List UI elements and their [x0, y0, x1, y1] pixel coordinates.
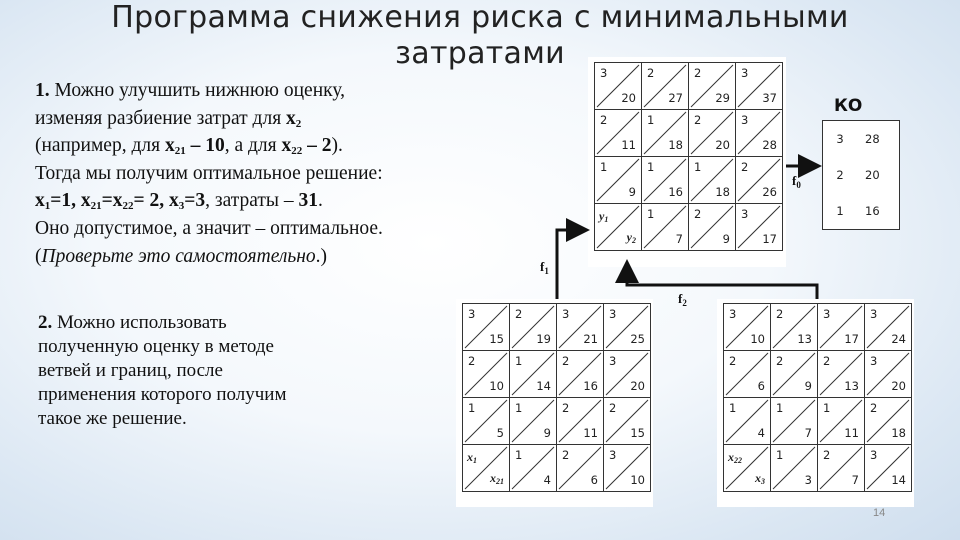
cell-choice: 2: [468, 354, 476, 368]
cell-cost: 13: [797, 332, 812, 346]
cell-cost: 4: [757, 426, 765, 440]
cell-choice: 2: [600, 113, 608, 127]
cell-choice: 1: [647, 113, 655, 127]
cell-cost: 13: [844, 379, 859, 393]
cell-choice: 3: [468, 307, 476, 321]
paragraph-line: Тогда мы получим оптимальное решение:: [35, 162, 383, 184]
cell-choice: 3: [609, 354, 617, 368]
cell-choice: 1: [515, 448, 523, 462]
cell-choice: 2: [647, 66, 655, 80]
corner-label-top: $x_{22}$: [728, 450, 742, 465]
cell-choice: 2: [694, 207, 702, 221]
cell-choice: 3: [741, 207, 749, 221]
cell-cost: 17: [844, 332, 859, 346]
cell-cost: 20: [630, 379, 645, 393]
corner-label-bottom: $x_{21}$: [490, 471, 504, 486]
cell-cost: 28: [762, 138, 777, 152]
cell-cost: 15: [489, 332, 504, 346]
cell-choice: 1: [468, 401, 476, 415]
cell-cost: 21: [583, 332, 598, 346]
paragraph-line: (например, для $x_{21} - 10$, а для $x_{22} - 2$).: [35, 135, 343, 158]
cell-cost: 9: [628, 185, 636, 199]
cell-cost: 11: [844, 426, 859, 440]
cell-cost: 10: [630, 473, 645, 487]
paragraph-line: $x_1=1$, $x_{21}=x_{22}= 2$, $x_3=3$, затраты – 31.: [35, 190, 323, 213]
cell-cost: 16: [668, 185, 683, 199]
cell-choice: 3: [609, 448, 617, 462]
cell-choice: 3: [870, 448, 878, 462]
cell-cost: 26: [762, 185, 777, 199]
arrow-f1: [557, 230, 584, 299]
label-f0: $f_0$: [792, 173, 801, 190]
cell-cost: 9: [804, 379, 812, 393]
cell-choice: 1: [647, 207, 655, 221]
cell-choice: 1: [823, 401, 831, 415]
cell-cost: 24: [891, 332, 906, 346]
paragraph-line: изменяя разбиение затрат для $x_2$: [35, 107, 302, 130]
cell-choice: 1: [647, 160, 655, 174]
cell-cost: 37: [762, 91, 777, 105]
ko-title: КО: [834, 96, 863, 116]
cell-choice: 1: [600, 160, 608, 174]
cell-choice: 1: [776, 401, 784, 415]
paragraph-line: такое же решение.: [38, 408, 187, 429]
corner-label-top: $y_1$: [599, 209, 609, 224]
cell-cost: 6: [757, 379, 765, 393]
arrow-f2: [627, 265, 817, 299]
cell-cost: 10: [489, 379, 504, 393]
cell-choice: 3: [562, 307, 570, 321]
cell-choice: 3: [729, 307, 737, 321]
cell-choice: 2: [729, 354, 737, 368]
cell-cost: 18: [891, 426, 906, 440]
slide-title: Программа снижения риска с минимальными затратами: [111, 0, 849, 71]
cell-cost: 7: [851, 473, 859, 487]
cell-choice: 2: [741, 160, 749, 174]
cell-choice: 1: [694, 160, 702, 174]
cell-cost: 19: [536, 332, 551, 346]
cell-choice: 2: [562, 354, 570, 368]
cell-cost: 11: [621, 138, 636, 152]
cell-cost: 18: [715, 185, 730, 199]
cell-choice: 3: [870, 307, 878, 321]
paragraph-line: Оно допустимое, а значит – оптимальное.: [35, 217, 383, 239]
cell-cost: 3: [804, 473, 812, 487]
cell-cost: 14: [891, 473, 906, 487]
cell-choice: 1: [776, 448, 784, 462]
ko-cost: 16: [857, 193, 900, 230]
cell-cost: 15: [630, 426, 645, 440]
label-f2: $f_2$: [678, 291, 687, 308]
paragraph-line: полученную оценку в методе: [38, 336, 274, 357]
cell-choice: 1: [729, 401, 737, 415]
cell-cost: 17: [762, 232, 777, 246]
cell-cost: 9: [543, 426, 551, 440]
cell-choice: 3: [823, 307, 831, 321]
cell-choice: 2: [870, 401, 878, 415]
corner-label-bottom: $y_2$: [626, 230, 636, 245]
cell-cost: 7: [804, 426, 812, 440]
cell-cost: 20: [621, 91, 636, 105]
cell-choice: 2: [515, 307, 523, 321]
page-number: 14: [873, 507, 886, 519]
cell-cost: 10: [750, 332, 765, 346]
cell-choice: 2: [776, 354, 784, 368]
cell-cost: 11: [583, 426, 598, 440]
cell-cost: 5: [496, 426, 504, 440]
paragraph-line: (Проверьте это самостоятельно.): [35, 245, 328, 267]
ko-choice: 1: [823, 193, 858, 230]
ko-cost: 20: [857, 157, 900, 193]
cell-choice: 2: [694, 113, 702, 127]
cell-choice: 2: [562, 401, 570, 415]
paragraph-line: применения которого получим: [38, 384, 287, 405]
cell-choice: 2: [694, 66, 702, 80]
ko-choice: 2: [823, 157, 858, 193]
cell-choice: 1: [515, 401, 523, 415]
cell-cost: 20: [715, 138, 730, 152]
cell-choice: 2: [823, 354, 831, 368]
paragraph-line: 2. Можно использовать: [38, 312, 227, 333]
cell-choice: 2: [609, 401, 617, 415]
cell-cost: 7: [675, 232, 683, 246]
cell-cost: 9: [722, 232, 730, 246]
cell-cost: 18: [668, 138, 683, 152]
cell-cost: 27: [668, 91, 683, 105]
paragraph-line: 1. Можно улучшить нижнюю оценку,: [35, 80, 346, 101]
ko-choice: 3: [823, 121, 858, 158]
cell-cost: 20: [891, 379, 906, 393]
cell-choice: 3: [600, 66, 608, 80]
cell-cost: 29: [715, 91, 730, 105]
cell-choice: 3: [741, 66, 749, 80]
ko-cost: 28: [857, 121, 900, 158]
cell-choice: 2: [562, 448, 570, 462]
cell-choice: 2: [776, 307, 784, 321]
cell-choice: 3: [609, 307, 617, 321]
paragraph-line: ветвей и границ, после: [38, 360, 223, 381]
corner-label-bottom: $x_3$: [755, 471, 765, 486]
cell-cost: 25: [630, 332, 645, 346]
corner-label-top: $x_1$: [467, 450, 477, 465]
label-f1: $f_1$: [540, 259, 549, 276]
cell-cost: 4: [543, 473, 551, 487]
cell-choice: 3: [741, 113, 749, 127]
cell-choice: 2: [823, 448, 831, 462]
cell-choice: 3: [870, 354, 878, 368]
cell-choice: 1: [515, 354, 523, 368]
cell-cost: 16: [583, 379, 598, 393]
cell-cost: 14: [536, 379, 551, 393]
cell-cost: 6: [590, 473, 598, 487]
